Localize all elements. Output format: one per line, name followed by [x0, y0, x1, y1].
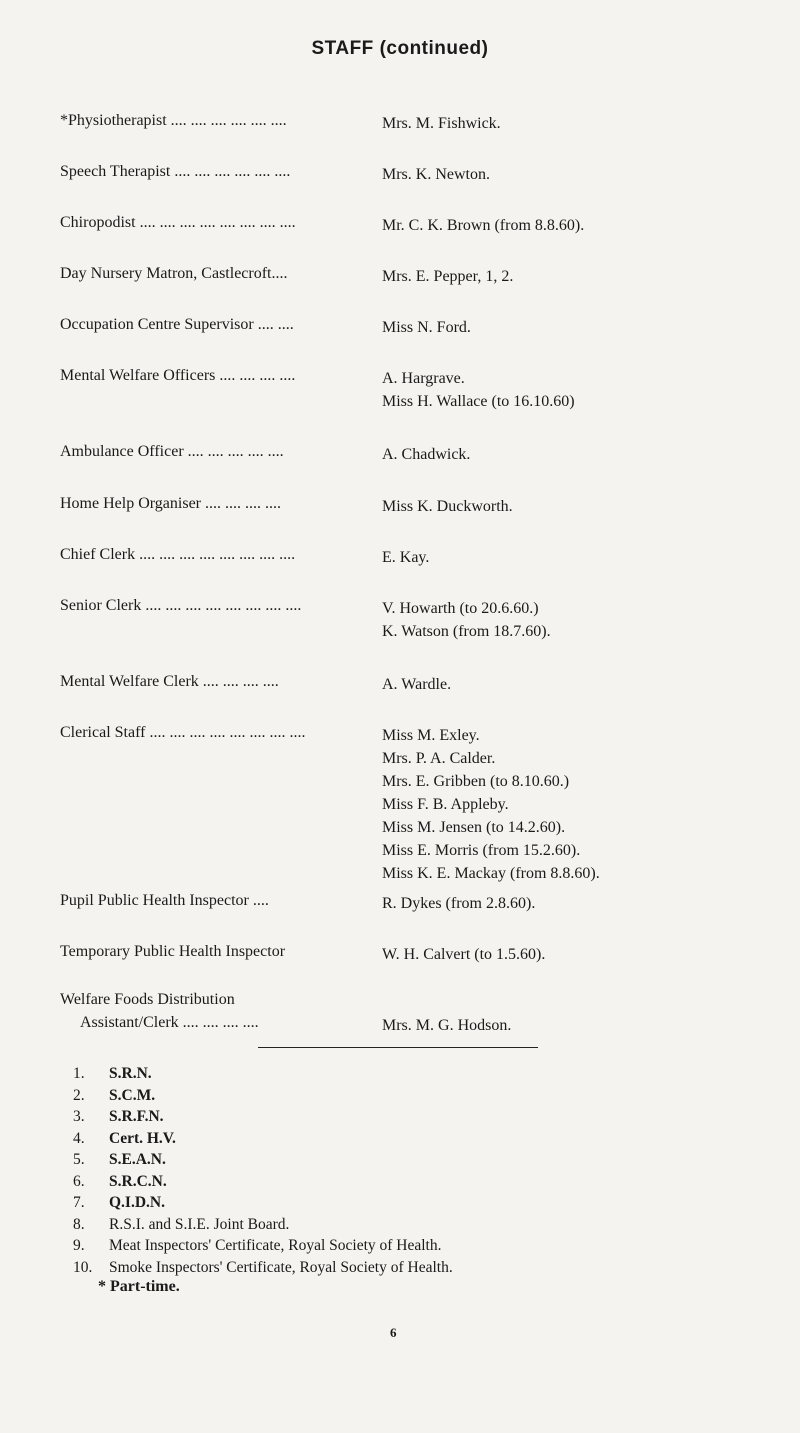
note-number: 1. — [73, 1065, 85, 1082]
page-number: 6 — [390, 1325, 397, 1340]
note-item — [73, 1106, 453, 1128]
note-number: 10. — [73, 1258, 93, 1276]
staff-name: Mrs. P. A. Calder. — [382, 750, 496, 767]
staff-names-temporary-public-health-inspector — [382, 943, 545, 966]
staff-role-temporary-public-health-inspector: Temporary Public Health Inspector — [60, 943, 286, 960]
staff-role-chiropodist: Chiropodist .... .... .... .... .... .... .... .... — [60, 214, 296, 231]
staff-role-mental-welfare-clerk: Mental Welfare Clerk .... .... .... .... — [60, 673, 279, 690]
note-item — [73, 1214, 453, 1236]
staff-role-occupation-centre-supervisor: Occupation Centre Supervisor .... .... — [60, 316, 294, 333]
staff-name: Mr. C. K. Brown (from 8.8.60). — [382, 217, 585, 234]
staff-name: K. Watson (from 18.7.60). — [382, 623, 551, 640]
staff-name: Mrs. E. Pepper, 1, 2. — [382, 268, 514, 285]
staff-names-mental-welfare-clerk — [382, 673, 451, 696]
note-number: 3. — [73, 1108, 85, 1125]
staff-name: Miss K. Duckworth. — [382, 498, 513, 515]
staff-role-physiotherapist: *Physiotherapist .... .... .... .... .... .... — [60, 112, 287, 129]
staff-name: Mrs. E. Gribben (to 8.10.60.) — [382, 773, 570, 790]
staff-name: Miss K. E. Mackay (from 8.8.60). — [382, 865, 600, 882]
staff-role-day-nursery-matron: Day Nursery Matron, Castlecroft.... — [60, 265, 288, 282]
divider-rule — [258, 1047, 538, 1048]
staff-name: E. Kay. — [382, 549, 430, 566]
note-text: Cert. H.V. — [109, 1129, 176, 1147]
staff-names-chief-clerk — [382, 546, 429, 569]
note-text: S.R.N. — [109, 1065, 152, 1082]
staff-names-assistant-clerk — [382, 1014, 511, 1037]
note-number: 6. — [73, 1172, 85, 1190]
staff-role-assistant-clerk: Assistant/Clerk .... .... .... .... — [80, 1014, 259, 1031]
staff-role-clerical-staff: Clerical Staff .... .... .... .... .... .... .... .... — [60, 724, 306, 741]
staff-role-chief-clerk: Chief Clerk .... .... .... .... .... .... .... .... — [60, 546, 296, 563]
note-text: Meat Inspectors' Certificate, Royal Society of Health. — [109, 1237, 442, 1254]
staff-name: Miss N. Ford. — [382, 319, 471, 336]
note-item — [73, 1149, 453, 1171]
staff-names-clerical-staff — [382, 724, 600, 885]
staff-name: V. Howarth (to 20.6.60.) — [382, 600, 539, 617]
staff-names-pupil-public-health-inspector — [382, 892, 535, 915]
qualification-notes — [73, 1063, 453, 1278]
staff-name: Mrs. K. Newton. — [382, 166, 490, 183]
staff-name: A. Chadwick. — [382, 446, 471, 463]
note-text: S.R.F.N. — [109, 1108, 164, 1125]
staff-name: Mrs. M. G. Hodson. — [382, 1017, 512, 1034]
staff-name: Miss M. Jensen (to 14.2.60). — [382, 819, 566, 836]
staff-name: Miss E. Morris (from 15.2.60). — [382, 842, 581, 859]
staff-names-day-nursery-matron — [382, 265, 513, 288]
note-number: 5. — [73, 1151, 85, 1168]
note-text: R.S.I. and S.I.E. Joint Board. — [109, 1215, 290, 1233]
staff-role-ambulance-officer: Ambulance Officer .... .... .... .... .... — [60, 443, 284, 460]
note-text: Smoke Inspectors' Certificate, Royal Society of Health. — [109, 1258, 453, 1276]
note-item — [73, 1171, 453, 1193]
staff-role-speech-therapist: Speech Therapist .... .... .... .... .... .... — [60, 163, 291, 180]
staff-name: A. Hargrave. — [382, 370, 465, 387]
staff-name: Miss M. Exley. — [382, 727, 480, 744]
staff-name: Miss F. B. Appleby. — [382, 796, 509, 813]
page-title: STAFF (continued) — [311, 38, 489, 59]
staff-name: Miss H. Wallace (to 16.10.60) — [382, 393, 575, 410]
staff-name: R. Dykes (from 2.8.60). — [382, 895, 536, 912]
staff-names-mental-welfare-officers — [382, 367, 575, 413]
part-time-footnote: * Part-time. — [98, 1278, 180, 1295]
note-item — [73, 1085, 453, 1107]
staff-name: W. H. Calvert (to 1.5.60). — [382, 946, 546, 963]
note-number: 8. — [73, 1215, 85, 1233]
note-number: 2. — [73, 1086, 85, 1104]
note-number: 7. — [73, 1194, 85, 1211]
note-text: S.R.C.N. — [109, 1172, 167, 1190]
note-item — [73, 1192, 453, 1214]
note-number: 4. — [73, 1129, 85, 1147]
note-text: Q.I.D.N. — [109, 1194, 165, 1211]
note-text: S.E.A.N. — [109, 1151, 166, 1168]
staff-role-home-help-organiser: Home Help Organiser .... .... .... .... — [60, 495, 281, 512]
note-item — [73, 1128, 453, 1150]
staff-role-mental-welfare-officers: Mental Welfare Officers .... .... .... .... — [60, 367, 296, 384]
staff-name: A. Wardle. — [382, 676, 452, 693]
staff-names-ambulance-officer — [382, 443, 470, 466]
staff-names-home-help-organiser — [382, 495, 513, 518]
staff-role-pupil-public-health-inspector: Pupil Public Health Inspector .... — [60, 892, 269, 909]
note-item — [73, 1257, 453, 1279]
staff-names-speech-therapist — [382, 163, 490, 186]
staff-name: Mrs. M. Fishwick. — [382, 115, 501, 132]
note-item — [73, 1235, 453, 1257]
staff-role-welfare-foods-distribution: Welfare Foods Distribution — [60, 991, 235, 1008]
staff-names-physiotherapist — [382, 112, 501, 135]
staff-names-senior-clerk — [382, 597, 551, 643]
staff-names-chiropodist — [382, 214, 584, 237]
note-item — [73, 1063, 453, 1085]
staff-role-senior-clerk: Senior Clerk .... .... .... .... .... .... .... .... — [60, 597, 302, 614]
staff-names-occupation-centre-supervisor — [382, 316, 471, 339]
note-number: 9. — [73, 1237, 85, 1254]
note-text: S.C.M. — [109, 1086, 156, 1104]
